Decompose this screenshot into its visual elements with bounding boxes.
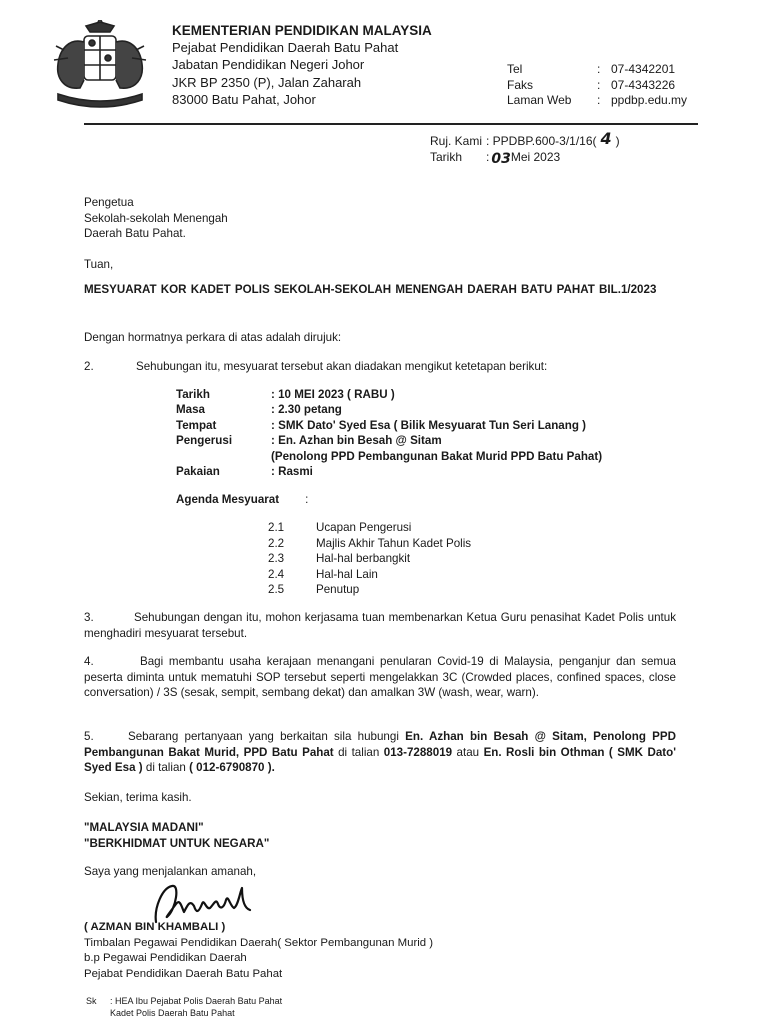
reference-number: Ruj. Kami : PPDBP.600-3/1/16( 4 ) bbox=[430, 129, 620, 148]
detail-attire: Pakaian : Rasmi bbox=[176, 465, 313, 479]
signatory-title: Timbalan Pegawai Pendidikan Daerah( Sektor Pembangunan Murid ) bbox=[84, 936, 434, 949]
paragraph-5: 5. Sebarang pertanyaan yang berkaitan sila hubungi En. Azhan bin Besah @ Sitam, Penolong PPD Pembangunan Bakat Murid, PPD Batu Pahat di talian 013-7288019 atau En. Rosli bin Othman ( SMK Dato' Syed Esa ) di talian ( 012-6790870 ). bbox=[84, 730, 676, 774]
address-postcode: 83000 Batu Pahat, Johor bbox=[172, 91, 316, 107]
ministry-name: KEMENTERIAN PENDIDIKAN MALAYSIA bbox=[172, 23, 432, 38]
salutation: Tuan, bbox=[84, 258, 114, 271]
malaysia-crest-emblem bbox=[50, 20, 150, 108]
handwritten-ref-number: 4 bbox=[600, 129, 612, 148]
contact-block bbox=[507, 62, 687, 109]
signatory-block: ( AZMAN BIN KHAMBALI ) Timbalan Pegawai Pendidikan Daerah( Sektor Pembangunan Murid ) b.p Pegawai Pendidikan Daerah Pejabat Pendidikan Daerah Batu Pahat bbox=[84, 921, 434, 980]
cc-block: Sk : HEA Ibu Pejabat Polis Daerah Batu Pahat Kadet Polis Daerah Batu Pahat bbox=[86, 996, 283, 1018]
slogans: "MALAYSIA MADANI" "BERKHIDMAT UNTUK NEGARA" bbox=[84, 821, 270, 850]
header-divider bbox=[84, 123, 698, 125]
signatory-name: ( AZMAN BIN KHAMBALI ) bbox=[84, 921, 226, 933]
detail-chair-title: (Penolong PPD Pembangunan Bakat Murid PPD Batu Pahat) bbox=[271, 449, 603, 463]
detail-time: Masa : 2.30 petang bbox=[176, 403, 342, 417]
office-name: Pejabat Pendidikan Daerah Batu Pahat bbox=[172, 40, 399, 56]
list-item: 2.4 Hal-hal Lain bbox=[268, 567, 378, 581]
paragraph-2: 2. Sehubungan itu, mesyuarat tersebut akan diadakan mengikut ketetapan berikut: bbox=[84, 360, 548, 373]
list-item: 2.2 Majlis Akhir Tahun Kadet Polis bbox=[268, 536, 472, 550]
detail-venue: Tempat : SMK Dato' Syed Esa ( Bilik Mesyuarat Tun Seri Lanang ) bbox=[176, 418, 586, 432]
detail-chair: Pengerusi : En. Azhan bin Besah @ Sitam bbox=[176, 434, 442, 448]
subject-line: MESYUARAT KOR KADET POLIS SEKOLAH-SEKOLAH MENENGAH DAERAH BATU PAHAT BIL.1/2023 bbox=[84, 283, 657, 296]
agenda-heading: Agenda Mesyuarat : bbox=[176, 493, 309, 506]
meeting-details bbox=[176, 387, 602, 479]
paragraph-4: 4. Bagi membantu usaha kerajaan menangani penularan Covid-19 di Malaysia, penganjur dan semua peserta diminta untuk mematuhi SOP tersebut seperti mengelakkan 3C (Crowded places, confined spaces, close conversation) / 3S (sesak, sempit, sembang dekat) dan amalkan 3W (wash, wear, warn). bbox=[84, 655, 676, 699]
department-name: Jabatan Pendidikan Negeri Johor bbox=[172, 57, 365, 73]
trust-line: Saya yang menjalankan amanah, bbox=[84, 865, 257, 878]
closing-line: Sekian, terima kasih. bbox=[84, 791, 192, 804]
list-item: 2.5 Penutup bbox=[268, 583, 360, 596]
contact-fax: Faks : 07-4343226 bbox=[507, 77, 676, 92]
address-line: JKR BP 2350 (P), Jalan Zaharah bbox=[172, 74, 362, 90]
letterhead bbox=[172, 22, 432, 108]
list-item: 2.3 Hal-hal berbangkit bbox=[268, 552, 411, 565]
agenda-list bbox=[268, 520, 471, 598]
handwritten-day: 03 bbox=[491, 151, 511, 167]
paragraph-3: 3. Sehubungan dengan itu, mohon kerjasama tuan membenarkan Ketua Guru penasihat Kadet Polis untuk menghadiri mesyuarat tersebut. bbox=[84, 611, 676, 640]
reference-block bbox=[430, 129, 620, 167]
contact-tel: Tel : 07-4342201 bbox=[507, 62, 676, 76]
contact-web: Laman Web : ppdbp.edu.my bbox=[507, 93, 688, 107]
recipient-block: Pengetua Sekolah-sekolah Menengah Daerah Batu Pahat. bbox=[84, 196, 228, 240]
reference-date: Tarikh : 03 Mei 2023 bbox=[430, 150, 561, 167]
detail-date: Tarikh : 10 MEI 2023 ( RABU ) bbox=[176, 388, 395, 401]
opening-line: Dengan hormatnya perkara di atas adalah dirujuk: bbox=[84, 331, 342, 344]
list-item: 2.1 Ucapan Pengerusi bbox=[268, 521, 412, 534]
